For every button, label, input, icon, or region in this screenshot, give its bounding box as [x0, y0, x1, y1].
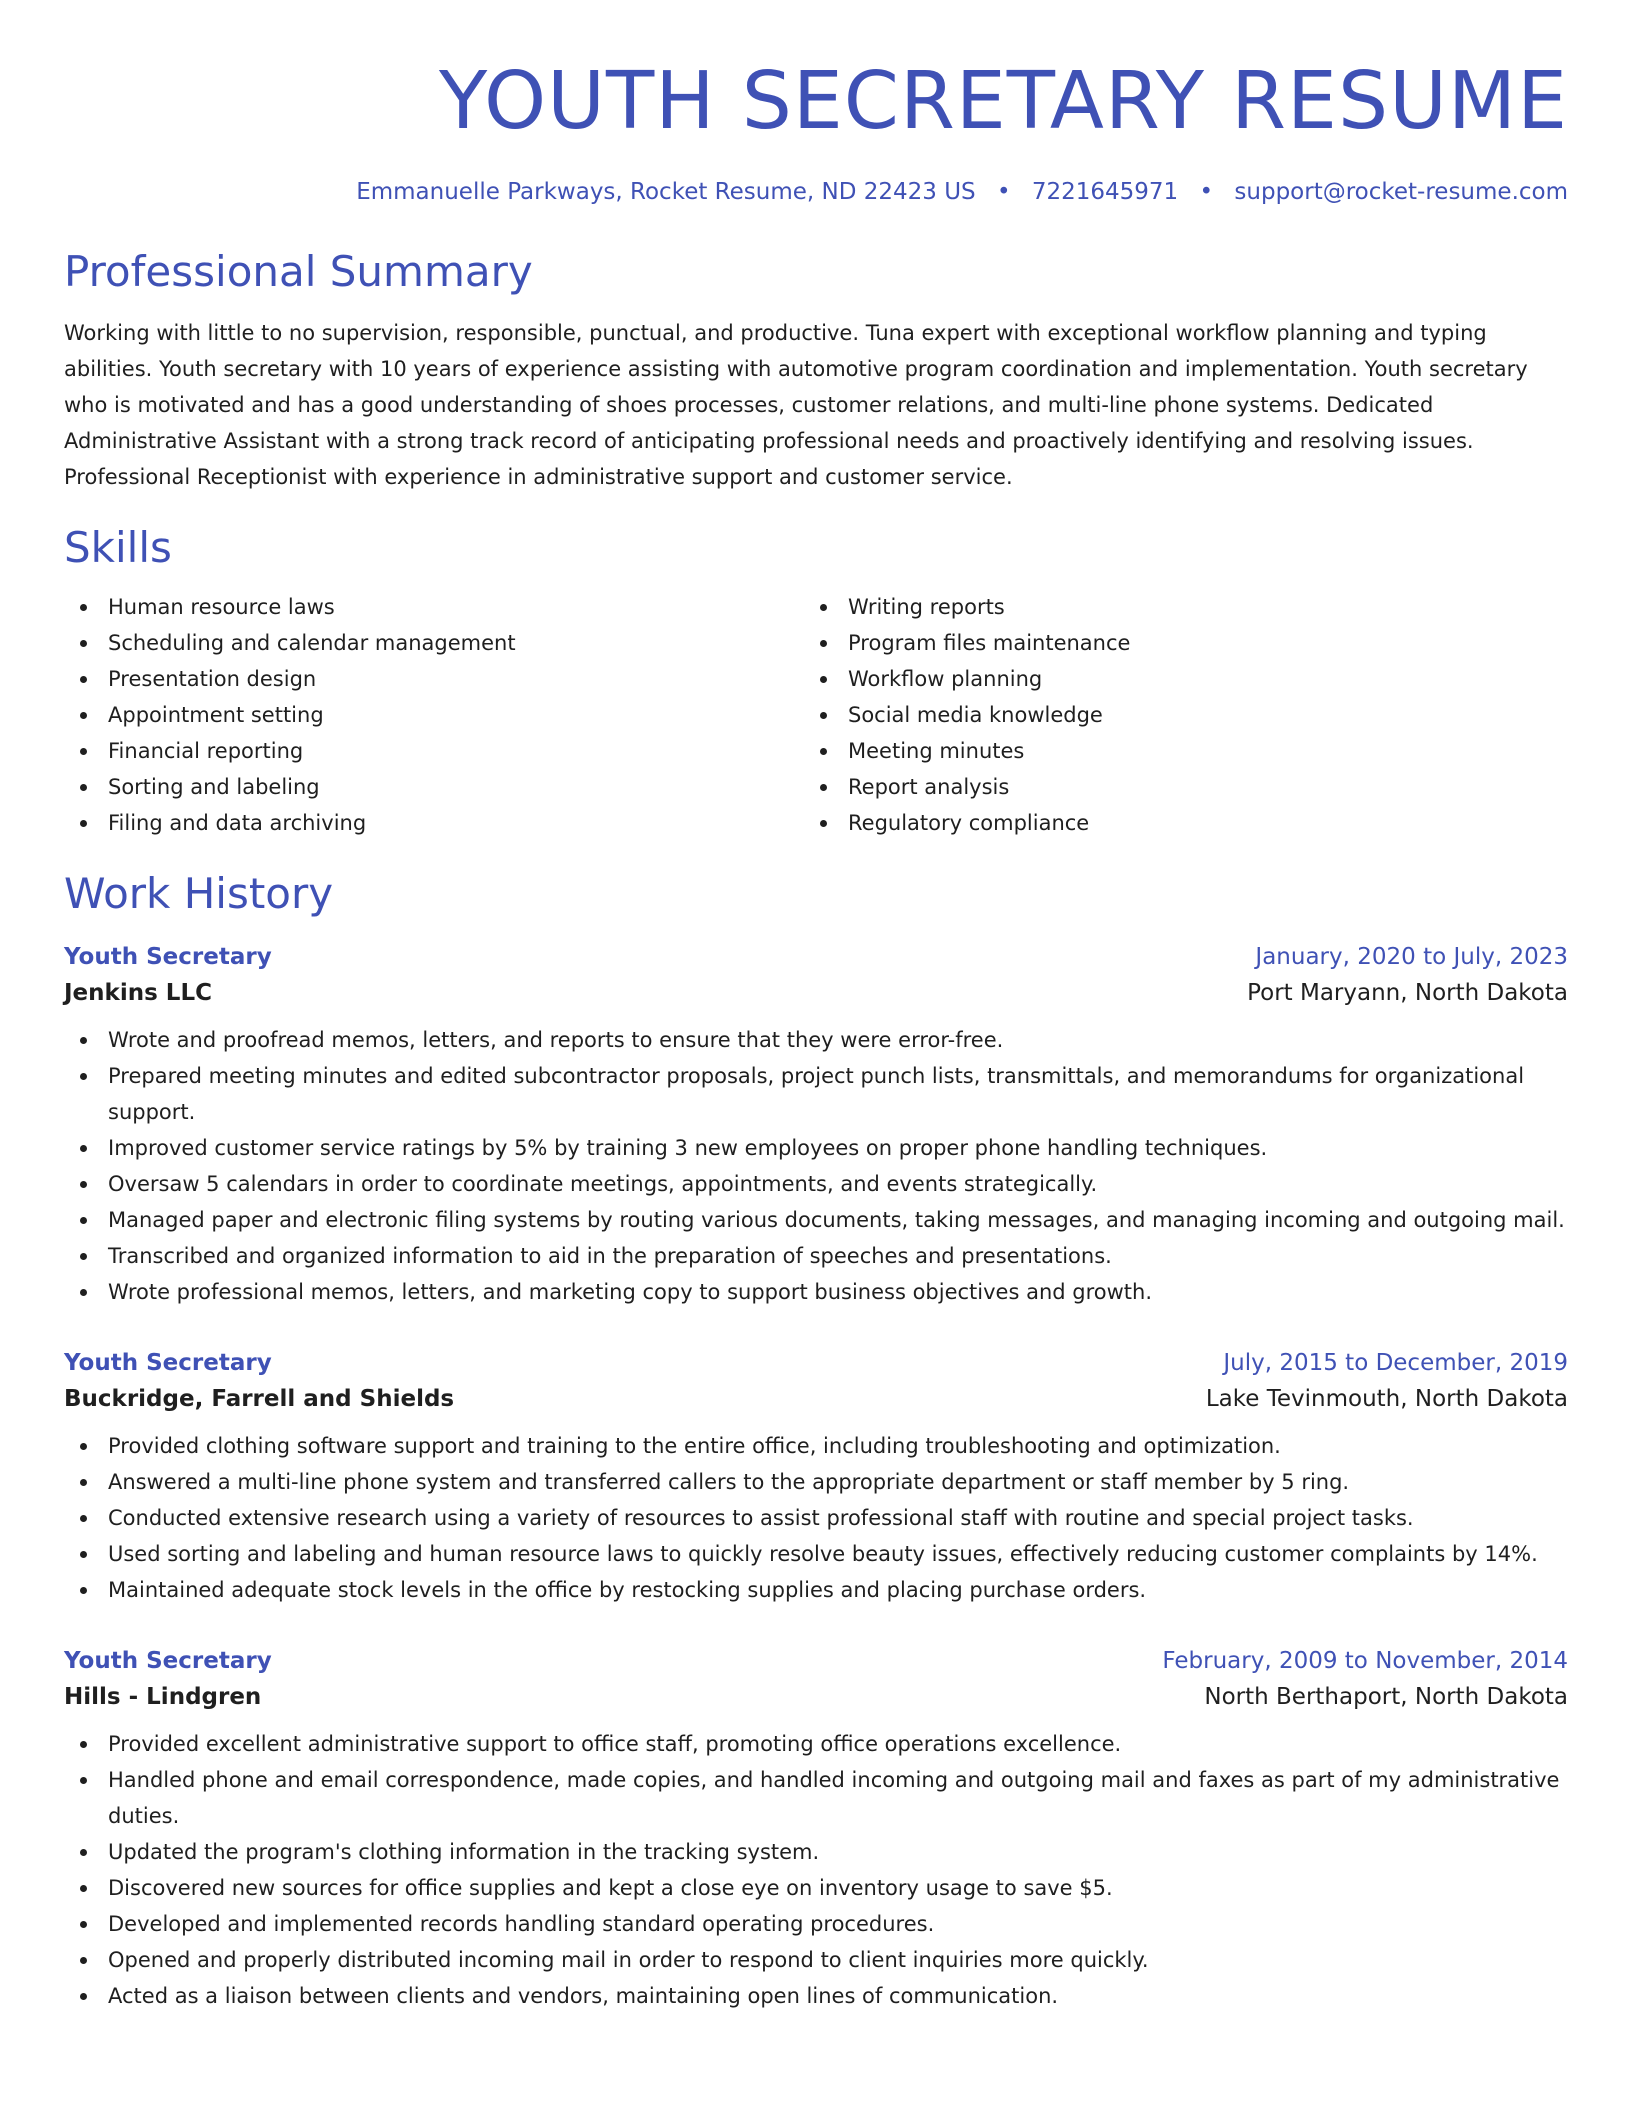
job-bullet: Developed and implemented records handling standard operating procedures.	[64, 1906, 1568, 1942]
job-title: Youth Secretary	[64, 1647, 272, 1674]
job-header	[64, 1350, 1568, 1376]
summary-text: Working with little to no supervision, responsible, punctual, and productive. Tuna expert with exceptional workflow planning and typing abilities. Youth secretary with 10 years of experience assisting with automotive program coordination and implementation. Youth secretary who is motivated and has a good understanding of shoes processes, customer relations, and multi-line phone systems. Dedicated Administrative Assistant with a strong track record of anticipating professional needs and proactively identifying and resolving issues. Professional Receptionist with experience in administrative support and customer service.	[64, 320, 1528, 489]
job-dates: January, 2020 to July, 2023	[1255, 943, 1568, 970]
job-dates: February, 2009 to November, 2014	[1162, 1647, 1568, 1674]
job-bullets	[64, 1726, 1568, 2014]
skill-item: Scheduling and calendar management	[64, 625, 804, 661]
job-bullet: Conducted extensive research using a variety of resources to assist professional staff with routine and special project tasks.	[64, 1500, 1568, 1536]
job-bullet: Opened and properly distributed incoming mail in order to respond to client inquiries more quickly.	[64, 1942, 1568, 1978]
skills-heading: Skills	[64, 522, 172, 572]
job-bullet: Wrote professional memos, letters, and marketing copy to support business objectives and growth.	[64, 1274, 1568, 1310]
job-bullet: Provided excellent administrative support to office staff, promoting office operations excellence.	[64, 1726, 1568, 1762]
skill-item: Financial reporting	[64, 733, 804, 769]
job-location: North Berthaport, North Dakota	[1204, 1683, 1568, 1710]
job-company: Jenkins LLC	[64, 979, 212, 1006]
job-bullet: Provided clothing software support and training to the entire office, including troubleshooting and optimization.	[64, 1428, 1568, 1464]
job-location: Lake Tevinmouth, North Dakota	[1205, 1385, 1568, 1412]
job-subheader	[64, 1386, 1568, 1412]
job-bullet: Wrote and proofread memos, letters, and reports to ensure that they were error-free.	[64, 1022, 1568, 1058]
resume-title: YOUTH SECRETARY RESUME	[439, 55, 1568, 147]
contact-phone: 7221645971	[1031, 179, 1179, 205]
contact-line	[64, 179, 1568, 207]
skill-item: Report analysis	[804, 769, 1544, 805]
skills-column-right	[804, 589, 1544, 841]
skills-list	[64, 589, 1568, 841]
skill-item: Regulatory compliance	[804, 805, 1544, 841]
skill-item: Social media knowledge	[804, 697, 1544, 733]
job-bullet: Updated the program's clothing information in the tracking system.	[64, 1834, 1568, 1870]
job-subheader	[64, 980, 1568, 1006]
job-bullet: Used sorting and labeling and human resource laws to quickly resolve beauty issues, effectively reducing customer complaints by 14%.	[64, 1536, 1568, 1572]
skill-item: Workflow planning	[804, 661, 1544, 697]
job-bullet: Handled phone and email correspondence, made copies, and handled incoming and outgoing mail and faxes as part of my administrative duties.	[64, 1762, 1568, 1834]
contact-address: Emmanuelle Parkways, Rocket Resume, ND 22423 US	[356, 179, 976, 205]
skill-item: Presentation design	[64, 661, 804, 697]
skill-item: Appointment setting	[64, 697, 804, 733]
job-bullet: Oversaw 5 calendars in order to coordinate meetings, appointments, and events strategically.	[64, 1166, 1568, 1202]
contact-email: support@rocket-resume.com	[1234, 179, 1568, 205]
job-bullets	[64, 1428, 1568, 1608]
job-title: Youth Secretary	[64, 1349, 272, 1376]
job-bullet: Answered a multi-line phone system and transferred callers to the appropriate department or staff member by 5 ring.	[64, 1464, 1568, 1500]
skill-item: Writing reports	[804, 589, 1544, 625]
job-bullet: Transcribed and organized information to aid in the preparation of speeches and presentations.	[64, 1238, 1568, 1274]
job-bullet: Maintained adequate stock levels in the office by restocking supplies and placing purchase orders.	[64, 1572, 1568, 1608]
skill-item: Program files maintenance	[804, 625, 1544, 661]
job-subheader	[64, 1684, 1568, 1710]
skill-item: Human resource laws	[64, 589, 804, 625]
job-entry	[64, 944, 1568, 1310]
job-bullet: Improved customer service ratings by 5% by training 3 new employees on proper phone handling techniques.	[64, 1130, 1568, 1166]
skill-item: Sorting and labeling	[64, 769, 804, 805]
skill-item: Filing and data archiving	[64, 805, 804, 841]
skill-item: Meeting minutes	[804, 733, 1544, 769]
job-bullet: Acted as a liaison between clients and vendors, maintaining open lines of communication.	[64, 1978, 1568, 2014]
job-dates: July, 2015 to December, 2019	[1223, 1349, 1568, 1376]
skills-column-left	[64, 589, 804, 841]
work-history-heading: Work History	[64, 869, 334, 919]
job-company: Hills - Lindgren	[64, 1683, 262, 1710]
job-header	[64, 944, 1568, 970]
contact-separator: •	[1199, 179, 1214, 205]
job-header	[64, 1648, 1568, 1674]
job-bullet: Prepared meeting minutes and edited subcontractor proposals, project punch lists, transmittals, and memorandums for organizational support.	[64, 1058, 1568, 1130]
job-entry	[64, 1350, 1568, 1608]
job-bullet: Discovered new sources for office supplies and kept a close eye on inventory usage to save $5.	[64, 1870, 1568, 1906]
job-bullets	[64, 1022, 1568, 1310]
job-bullet: Managed paper and electronic filing systems by routing various documents, taking messages, and managing incoming and outgoing mail.	[64, 1202, 1568, 1238]
job-company: Buckridge, Farrell and Shields	[64, 1385, 455, 1412]
job-title: Youth Secretary	[64, 943, 272, 970]
job-location: Port Maryann, North Dakota	[1247, 979, 1568, 1006]
summary-heading: Professional Summary	[64, 246, 533, 296]
job-entry	[64, 1648, 1568, 2014]
contact-separator: •	[996, 179, 1011, 205]
